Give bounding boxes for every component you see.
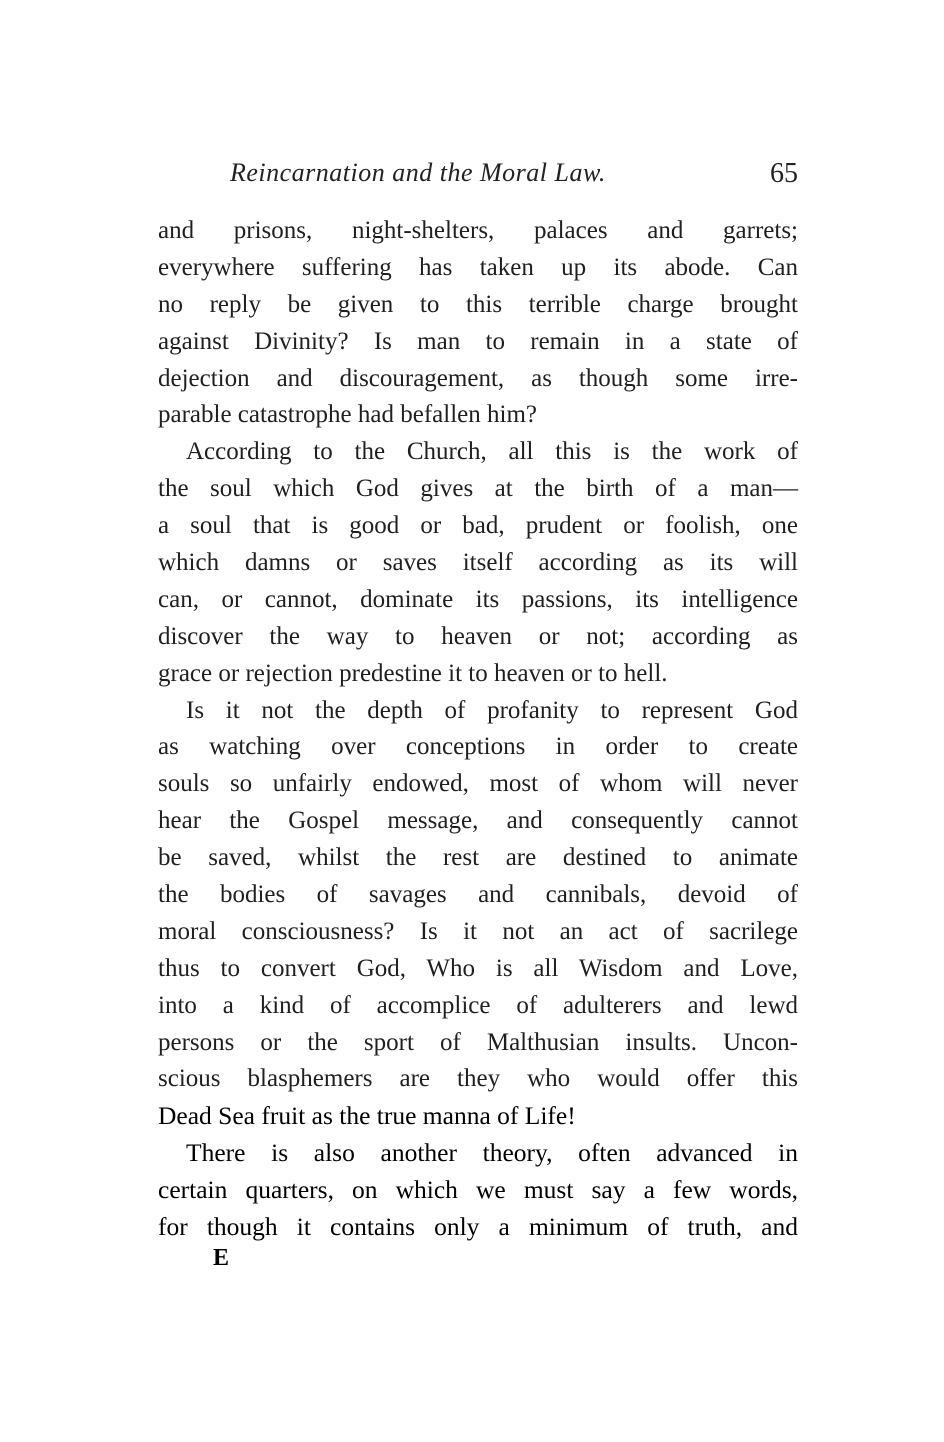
- text-line: as watching over conceptions in order to create: [158, 733, 798, 761]
- text-line: Dead Sea fruit as the true manna of Life!: [158, 1101, 576, 1131]
- running-head: [158, 158, 798, 198]
- text-line: moral consciousness? Is it not an act of sacrilege: [158, 917, 798, 945]
- text-line: against Divinity? Is man to remain in a state of: [158, 327, 798, 355]
- text-line: dejection and discouragement, as though some irre-: [158, 364, 798, 392]
- running-title: Reincarnation and the Moral Law.: [230, 158, 606, 187]
- paragraph-start-line: According to the Church, all this is the work of: [186, 438, 798, 466]
- text-line: the bodies of savages and cannibals, devoid of: [158, 881, 798, 909]
- signature-mark: E: [213, 1245, 230, 1271]
- text-line: certain quarters, on which we must say a few words,: [158, 1175, 798, 1205]
- text-line: and prisons, night-shelters, palaces and garrets;: [158, 217, 798, 244]
- text-line: persons or the sport of Malthusian insults. Uncon-: [158, 1028, 798, 1056]
- text-line: everywhere suffering has taken up its abode. Can: [158, 253, 798, 281]
- text-line: which damns or saves itself according as its will: [158, 549, 798, 577]
- body-text: [158, 213, 798, 1246]
- page-number: 65: [770, 158, 798, 189]
- text-line: discover the way to heaven or not; according as: [158, 622, 798, 650]
- text-line: scious blasphemers are they who would offer this: [158, 1065, 798, 1093]
- text-line: for though it contains only a minimum of truth, and: [158, 1212, 798, 1242]
- text-line: grace or rejection predestine it to heaven or to hell.: [158, 659, 668, 687]
- text-line: no reply be given to this terrible charge brought: [158, 290, 798, 318]
- text-line: into a kind of accomplice of adulterers and lewd: [158, 991, 798, 1019]
- text-line: be saved, whilst the rest are destined to animate: [158, 844, 798, 872]
- text-line: a soul that is good or bad, prudent or foolish, one: [158, 512, 798, 540]
- text-line: souls so unfairly endowed, most of whom will never: [158, 770, 798, 798]
- text-line: hear the Gospel message, and consequently cannot: [158, 807, 798, 835]
- text-line: can, or cannot, dominate its passions, its intelligence: [158, 585, 798, 613]
- paragraph-start-line: Is it not the depth of profanity to represent God: [186, 696, 798, 724]
- text-line: the soul which God gives at the birth of a man—: [158, 475, 798, 503]
- text-line: thus to convert God, Who is all Wisdom and Love,: [158, 954, 798, 982]
- text-line: parable catastrophe had befallen him?: [158, 401, 537, 429]
- paragraph-start-line: There is also another theory, often advanced in: [186, 1138, 798, 1168]
